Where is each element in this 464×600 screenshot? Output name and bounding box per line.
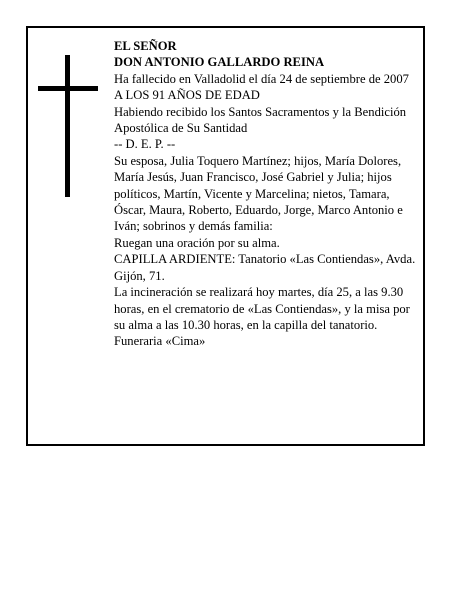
obituary-text xyxy=(114,38,418,350)
prayer-request: Ruegan una oración por su alma. xyxy=(114,235,280,250)
death-info: Ha fallecido en Valladolid el día 24 de septiembre de 2007 xyxy=(114,71,409,86)
rip-line: -- D. E. P. -- xyxy=(114,137,176,152)
deceased-name: DON ANTONIO GALLARDO REINA xyxy=(114,55,325,70)
funeral-home: Funeraria «Cima» xyxy=(114,334,206,349)
cross-icon xyxy=(38,55,98,197)
family-list: Su esposa, Julia Toquero Martínez; hijos, María Dolores, María Jesús, Juan Francisco, José Gabriel y Julia; hijos políticos, Martín, Vicente y Marcelina; nietos, Tamara, Óscar, Maura, Roberto, Eduardo, Jorge, Marco Antonio e Iván; sobrinos y demás familia: xyxy=(114,153,403,234)
cross-horizontal-bar xyxy=(38,86,98,91)
ceremony-info: La incineración se realizará hoy martes, día 25, a las 9.30 horas, en el crematorio de «Las Contiendas», y la misa por su alma a las 10.30 horas, en la capilla del tanatorio. xyxy=(114,285,410,332)
chapel-info: CAPILLA ARDIENTE: Tanatorio «Las Contiendas», Avda. Gijón, 71. xyxy=(114,252,416,283)
age-line: A LOS 91 AÑOS DE EDAD xyxy=(114,88,260,103)
cross-vertical-bar xyxy=(65,55,70,197)
sacraments-line: Habiendo recibido los Santos Sacramentos y la Bendición Apostólica de Su Santidad xyxy=(114,104,407,136)
title-line-1: EL SEÑOR xyxy=(114,39,177,53)
